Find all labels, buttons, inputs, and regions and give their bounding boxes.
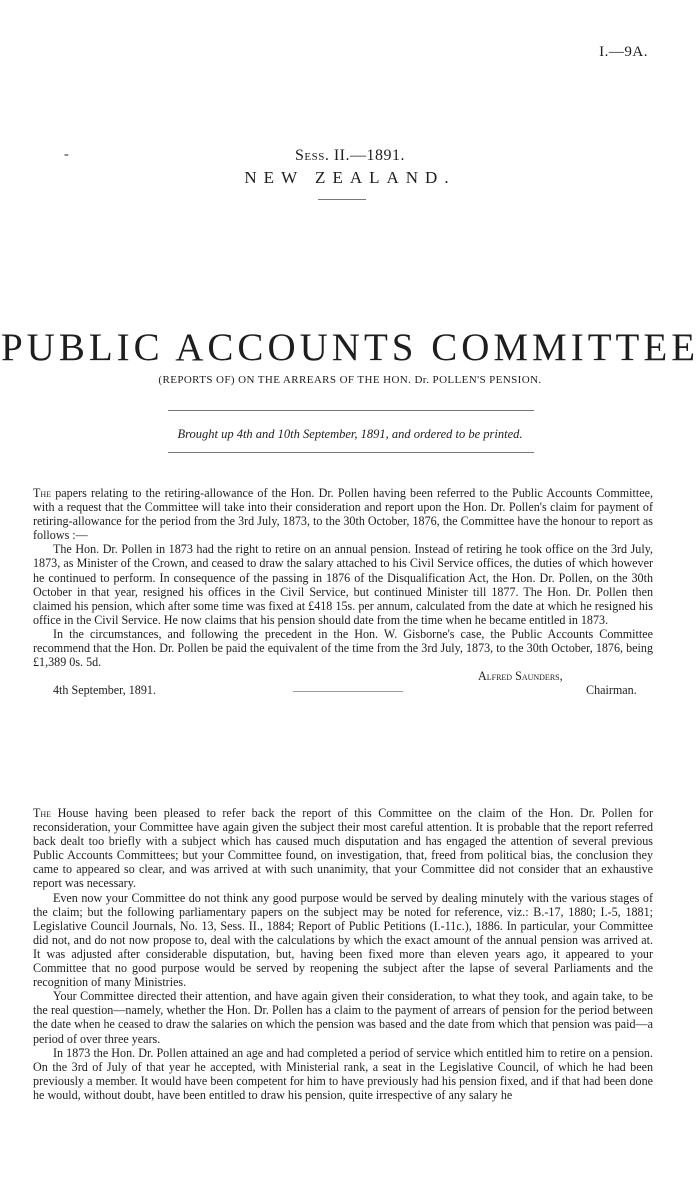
report2-paragraph: Even now your Committee do not think any good purpose would be served by dealing minutely with the various stages of the claim; but the following parliamentary papers on the subject may be noted for reference, viz.: B.-17, 1880; I.-5, 1881; Legislative Council Journals, No. 13, Sess. II., 1884; Report of Public Petitions (I.-11c.), 1886. In particular, your Committee did not, and do not now propose to, deal with the calculations by which the exact amount of the annual pension was arrived at. It was adjusted after considerable disputation, but, having been fixed more than eleven years ago, it appeared to your Committee that no good purpose would be served by reopening the subject after the lapse of several Parliaments and the recognition of many Ministries. [33, 890, 653, 990]
document-subtitle: (REPORTS OF) ON THE ARREARS OF THE HON. Dr. POLLEN'S PENSION. [158, 374, 542, 386]
signatory-name: Alfred Saunders, [478, 669, 563, 684]
signature-divider [293, 691, 403, 692]
signature-block [33, 669, 653, 697]
page-reference: I.—9A. [599, 44, 648, 60]
report1-paragraph: In the circumstances, and following the precedent in the Hon. W. Gisborne's case, the Public Accounts Committee recommend that the Hon. Dr. Pollen be paid the equivalent of the time from the 3rd July, 1873, to the 30th October, 1876, being £1,389 0s. 5d. [33, 626, 653, 670]
country-heading: NEW ZEALAND. [244, 168, 456, 187]
report2-paragraph-text: House having been pleased to refer back the report of this Committee on the claim of the Hon. Dr. Pollen for reconsideration, your Committee have again given the subject their most careful attention. It is probable that the report referred back dealt too briefly with a subject which has caused much disputation and has engaged the attention of several previous Public Accounts Committees; but your Committee found, on investigation, that, freed from political bias, the conclusion they came to appeared so clear, and was arrived at with such unanimity, that your Committee did not consider that an exhaustive report was necessary. [33, 806, 653, 891]
report1-paragraph-text: papers relating to the retiring-allowance of the Hon. Dr. Pollen having been referred to the Public Accounts Committee, with a request that the Committee will take into their consideration and report upon the Hon. Dr. Pollen's claim for payment of retiring-allowance for the period from the 3rd July, 1873, to the 30th October, 1876, the Committee have the honour to report as follows :— [33, 486, 653, 543]
first-report [33, 486, 653, 697]
divider-top [168, 410, 534, 411]
report1-paragraph: The Hon. Dr. Pollen in 1873 had the right to retire on an annual pension. Instead of retiring he took office on the 3rd July, 1873, as Minister of the Crown, and ceased to draw the salary attached to his Civil Service offices, the duties of which however he continued to perform. In consequence of the passing in 1876 of the Disqualification Act, the Hon. Dr. Pollen, on the 30th October in that year, resigned his offices in the Civil Service, but continued Minister till 1877. The Hon. Dr. Pollen then claimed his pension, which after some time was fixed at £418 15s. per annum, calculated from the date at which he resigned his office in the Civil Service. He now claims that his pension should date from the time when he became entitled in 1873. [33, 542, 653, 627]
session-line [0, 147, 700, 165]
report1-paragraph [33, 486, 653, 542]
margin-dash: - [64, 147, 69, 162]
report2-lead-word: The [33, 806, 52, 820]
report-date: 4th September, 1891. [53, 683, 156, 698]
session-label: Sess. II.—1891. [294, 147, 405, 164]
divider-bottom [168, 452, 534, 453]
signatory-title: Chairman. [586, 683, 637, 698]
second-report [33, 806, 653, 1102]
report2-paragraph: Your Committee directed their attention, and have again given their consideration, to what they took, and again take, to be the real question—namely, whether the Hon. Dr. Pollen has a claim to the payment of arrears of pension for the period between the date when he ceased to draw the salaries on which the pension was based and the date from which that pension was paid—a period of over three years. [33, 989, 653, 1046]
document-title: PUBLIC ACCOUNTS COMMITTEE [0, 326, 700, 369]
report2-paragraph: In 1873 the Hon. Dr. Pollen attained an age and had completed a period of service which entitled him to retire on a pension. On the 3rd of July of that year he accepted, with Ministerial rank, a seat in the Legislative Council, of which he had been previously a member. It would have been competent for him to have previously had his pension fixed, and if that had been done he would, without doubt, have been entitled to draw his pension, quite irrespective of any salary he [33, 1045, 653, 1102]
report2-paragraph [33, 806, 653, 891]
brought-up-line: Brought up 4th and 10th September, 1891, and ordered to be printed. [177, 427, 523, 441]
heading-divider [318, 199, 366, 200]
report1-lead-word: The [33, 486, 52, 500]
